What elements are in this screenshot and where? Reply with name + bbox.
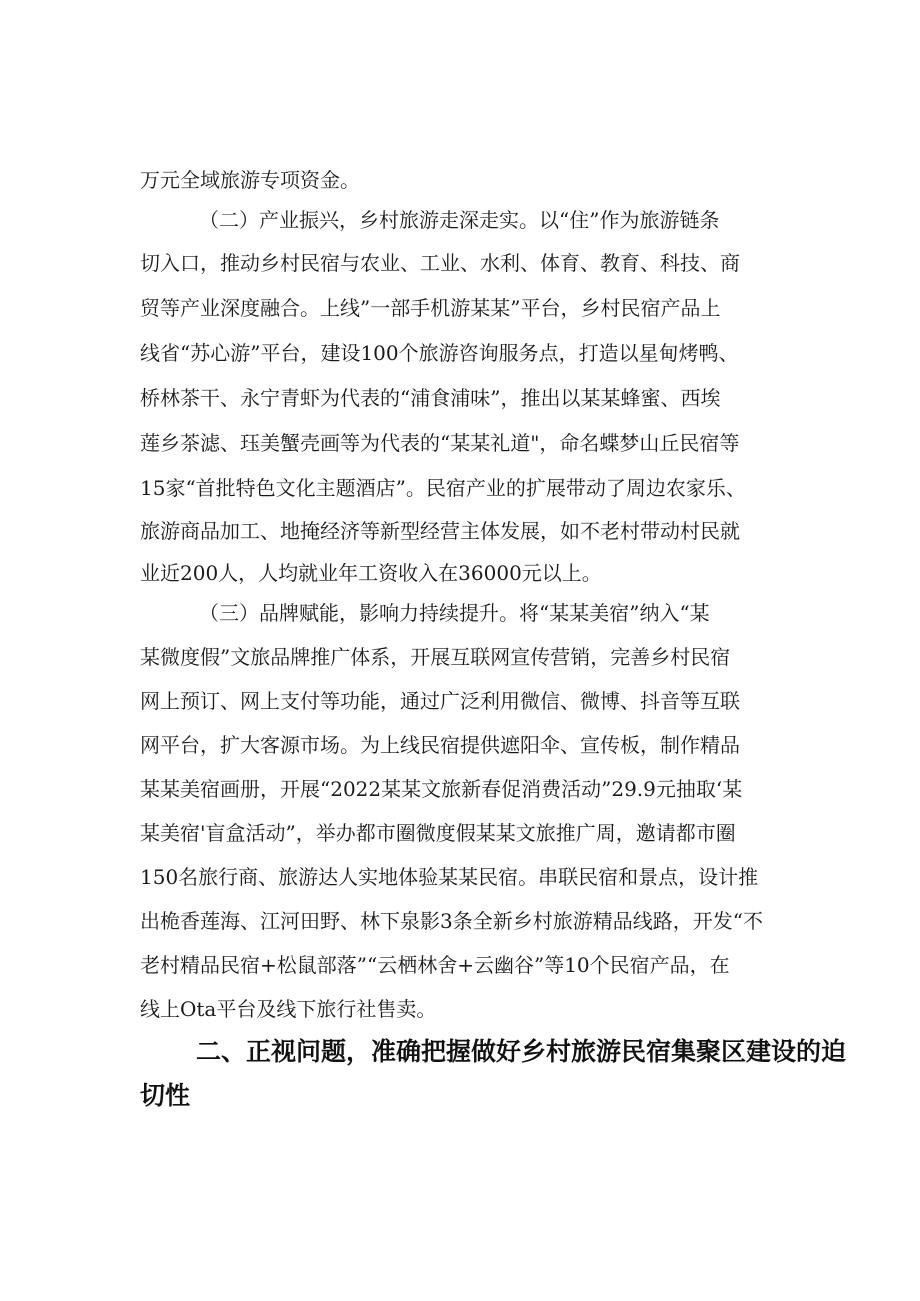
paragraph-line: （二）产业振兴，乡村旅游走深走实。以“住”作为旅游链条: [199, 208, 720, 232]
paragraph-line: 业近200人，人均就业年工资收入在36000元以上。: [140, 561, 602, 585]
paragraph-line: 某某美宿画册，开展“2022某某文旅新春促消费活动”29.9元抽取‘某: [140, 777, 743, 801]
paragraph-line: 莲乡茶滤、珏美蟹壳画等为代表的“某某礼道"，命名蝶梦山丘民宿等: [140, 431, 740, 455]
paragraph-line: 线省“苏心游”平台，建设100个旅游咨询服务点，打造以星甸烤鸭、: [140, 341, 739, 365]
paragraph-line: 贸等产业深度融合。上线”一部手机游某某”平台，乡村民宿产品上: [140, 296, 721, 320]
paragraph-line: 网平台，扩大客源市场。为上线民宿提供遮阳伞、宣传板，制作精品: [140, 733, 740, 757]
paragraph-line: 15家“首批特色文化主题酒店”。民宿产业的扩展带动了周边农家乐、: [140, 476, 746, 500]
section-heading-line: 二、正视问题，准确把握做好乡村旅游民宿集聚区建设的迫: [196, 1037, 847, 1066]
paragraph-line: 万元全域旅游专项资金。: [140, 168, 360, 192]
paragraph-line: 150名旅行商、旅游达人实地体验某某民宿。串联民宿和景点，设计推: [140, 865, 759, 889]
paragraph-line: 某美宿'盲盒活动”，举办都市圈微度假某某文旅推广周，邀请都市圈: [140, 821, 736, 845]
paragraph-line: 旅游商品加工、地掩经济等新型经营主体发展，如不老村带动村民就: [140, 519, 740, 543]
paragraph-line: 某微度假”文旅品牌推广体系，开展互联网宣传营销，完善乡村民宿: [140, 645, 731, 669]
paragraph-line: （三）品牌赋能，影响力持续提升。将“某某美宿”纳入“某: [199, 601, 710, 625]
paragraph-line: 老村精品民宿+松鼠部落”“云栖林舍+云幽谷”等10个民宿产品，在: [140, 953, 730, 977]
paragraph-line: 出桅香莲海、江河田野、林下泉影3条全新乡村旅游精品线路，开发“不: [140, 909, 763, 933]
paragraph-line: 网上预订、网上支付等功能，通过广泛利用微信、微博、抖音等互联: [140, 689, 740, 713]
paragraph-line: 切入口，推动乡村民宿与农业、工业、水利、体育、教育、科技、商: [140, 251, 740, 275]
paragraph-line: 桥林茶干、永宁青虾为代表的“浦食浦味”，推出以某某蜂蜜、西埃: [140, 386, 721, 410]
section-heading-line: 切性: [140, 1081, 191, 1110]
paragraph-line: 线上Ota平台及线下旅行社售卖。: [140, 997, 437, 1021]
